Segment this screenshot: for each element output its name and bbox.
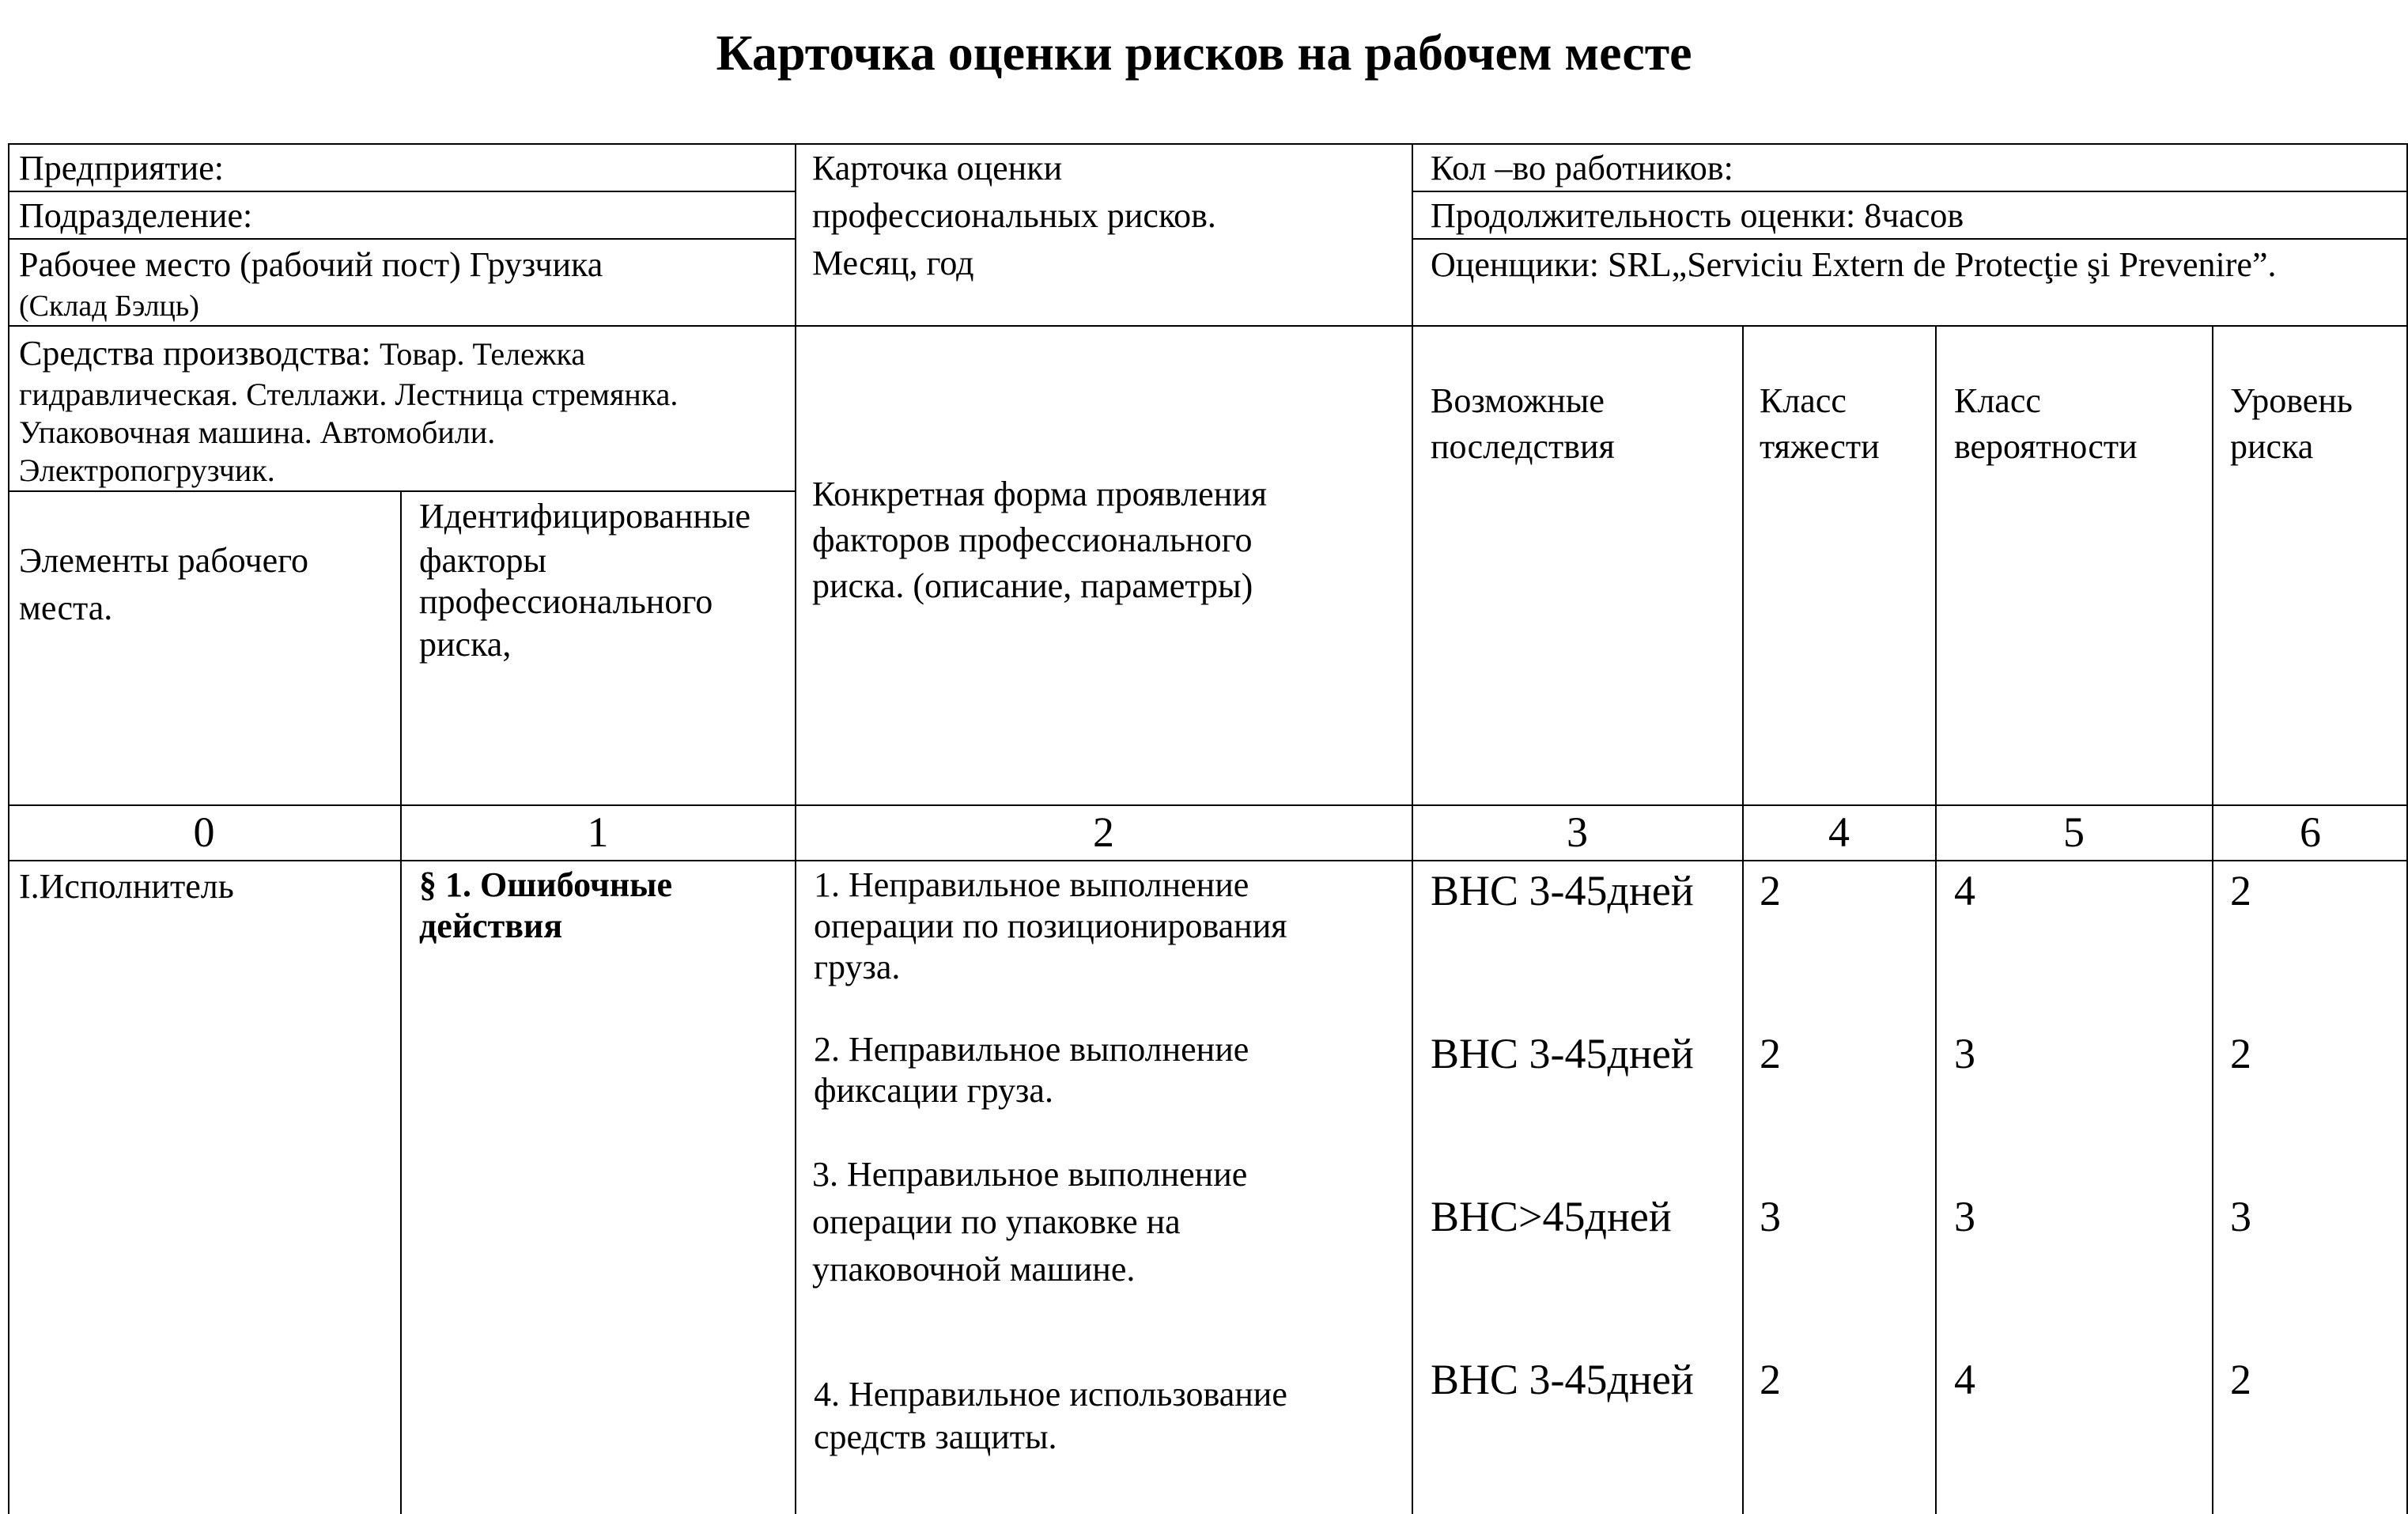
card-date: Месяц, год bbox=[812, 244, 974, 282]
division-label: Подразделение: bbox=[19, 196, 253, 235]
divider bbox=[8, 860, 2408, 861]
severity-class: 2 bbox=[1760, 867, 1781, 914]
means-items-line: гидравлическая. Стеллажи. Лестница стремянка. bbox=[19, 377, 679, 412]
col-header-description: факторов профессионального bbox=[812, 520, 1253, 559]
col-header-probability: вероятности bbox=[1954, 427, 2138, 466]
col-header-consequences: последствия bbox=[1431, 427, 1615, 466]
col-header-risk-level: Уровень bbox=[2230, 381, 2353, 420]
probability-class: 4 bbox=[1954, 867, 1975, 914]
consequence: ВНС 3-45дней bbox=[1431, 1030, 1694, 1077]
factor-group: § 1. Ошибочные bbox=[419, 865, 673, 904]
risk-description: 1. Неправильное выполнение bbox=[814, 865, 1249, 904]
column-number: 3 bbox=[1567, 808, 1588, 856]
risk-level: 2 bbox=[2230, 1030, 2251, 1077]
risk-description: средств защиты. bbox=[814, 1417, 1057, 1456]
means-items-line: Электропогрузчик. bbox=[19, 452, 275, 488]
probability-class: 3 bbox=[1954, 1030, 1975, 1077]
factor-group: действия bbox=[419, 907, 563, 945]
col-header-elements: Элементы рабочего bbox=[19, 541, 309, 580]
risk-level: 2 bbox=[2230, 1356, 2251, 1403]
risk-description: операции по упаковке на bbox=[812, 1202, 1181, 1241]
risk-description: 2. Неправильное выполнение bbox=[814, 1030, 1249, 1069]
col-header-severity: тяжести bbox=[1760, 427, 1880, 466]
severity-class: 2 bbox=[1760, 1356, 1781, 1403]
workplace-location: (Склад Бэлць) bbox=[19, 290, 199, 323]
divider bbox=[1742, 325, 1744, 1514]
col-header-factors: риска, bbox=[419, 625, 512, 664]
col-header-probability: Класс bbox=[1954, 381, 2041, 420]
means-label: Средства производства: bbox=[19, 334, 371, 373]
col-header-factors: Идентифицированные bbox=[419, 497, 751, 536]
workers-count-label: Кол –во работников: bbox=[1431, 149, 1733, 187]
risk-description: операции по позиционирования bbox=[814, 907, 1287, 945]
risk-description: 4. Неправильное использование bbox=[814, 1375, 1287, 1414]
risk-description: фиксации груза. bbox=[814, 1071, 1053, 1110]
assessors: Оценщики: SRL„Serviciu Extern de Protecţie şi Prevenire”. bbox=[1431, 245, 2277, 284]
col-header-elements: места. bbox=[19, 589, 113, 627]
divider bbox=[8, 804, 2408, 806]
means-of-production bbox=[19, 331, 585, 377]
consequence: ВНС 3-45дней bbox=[1431, 1356, 1694, 1403]
risk-description: груза. bbox=[814, 948, 901, 986]
col-header-factors: факторы bbox=[419, 541, 547, 580]
divider bbox=[1935, 325, 1937, 1514]
divider bbox=[8, 490, 796, 492]
column-number: 4 bbox=[1828, 808, 1850, 856]
col-header-description: Конкретная форма проявления bbox=[812, 475, 1268, 513]
col-header-severity: Класс bbox=[1760, 381, 1847, 420]
column-number: 6 bbox=[2300, 808, 2321, 856]
means-items: Товар. Тележка bbox=[379, 336, 586, 372]
risk-description: упаковочной машине. bbox=[812, 1250, 1136, 1289]
column-number: 2 bbox=[1093, 808, 1114, 856]
col-header-factors: профессионального bbox=[419, 582, 713, 621]
severity-class: 2 bbox=[1760, 1030, 1781, 1077]
column-number: 0 bbox=[193, 808, 215, 856]
col-header-risk-level: риска bbox=[2230, 427, 2314, 466]
means-items-line: Упаковочная машина. Автомобили. bbox=[19, 414, 496, 450]
risk-description: 3. Неправильное выполнение bbox=[812, 1155, 1248, 1194]
divider bbox=[8, 325, 2408, 327]
severity-class: 3 bbox=[1760, 1193, 1781, 1240]
card-title-line: профессиональных рисков. bbox=[812, 196, 1216, 235]
enterprise-label: Предприятие: bbox=[19, 149, 224, 187]
consequence: ВНС>45дней bbox=[1431, 1193, 1672, 1240]
col-header-description: риска. (описание, параметры) bbox=[812, 566, 1253, 605]
assessment-duration: Продолжительность оценки: 8часов bbox=[1431, 196, 1964, 235]
column-number: 1 bbox=[587, 808, 609, 856]
probability-class: 3 bbox=[1954, 1193, 1975, 1240]
workplace-element: I.Исполнитель bbox=[19, 867, 234, 906]
card-title-line: Карточка оценки bbox=[812, 149, 1063, 187]
divider bbox=[400, 490, 402, 1514]
col-header-consequences: Возможные bbox=[1431, 381, 1605, 420]
risk-level: 3 bbox=[2230, 1193, 2251, 1240]
risk-level: 2 bbox=[2230, 867, 2251, 914]
column-number: 5 bbox=[2063, 808, 2085, 856]
consequence: ВНС 3-45дней bbox=[1431, 867, 1694, 914]
document-title: Карточка оценки рисков на рабочем месте bbox=[716, 25, 1692, 81]
probability-class: 4 bbox=[1954, 1356, 1975, 1403]
divider bbox=[2212, 325, 2213, 1514]
workplace-label: Рабочее место (рабочий пост) Грузчика bbox=[19, 245, 603, 284]
